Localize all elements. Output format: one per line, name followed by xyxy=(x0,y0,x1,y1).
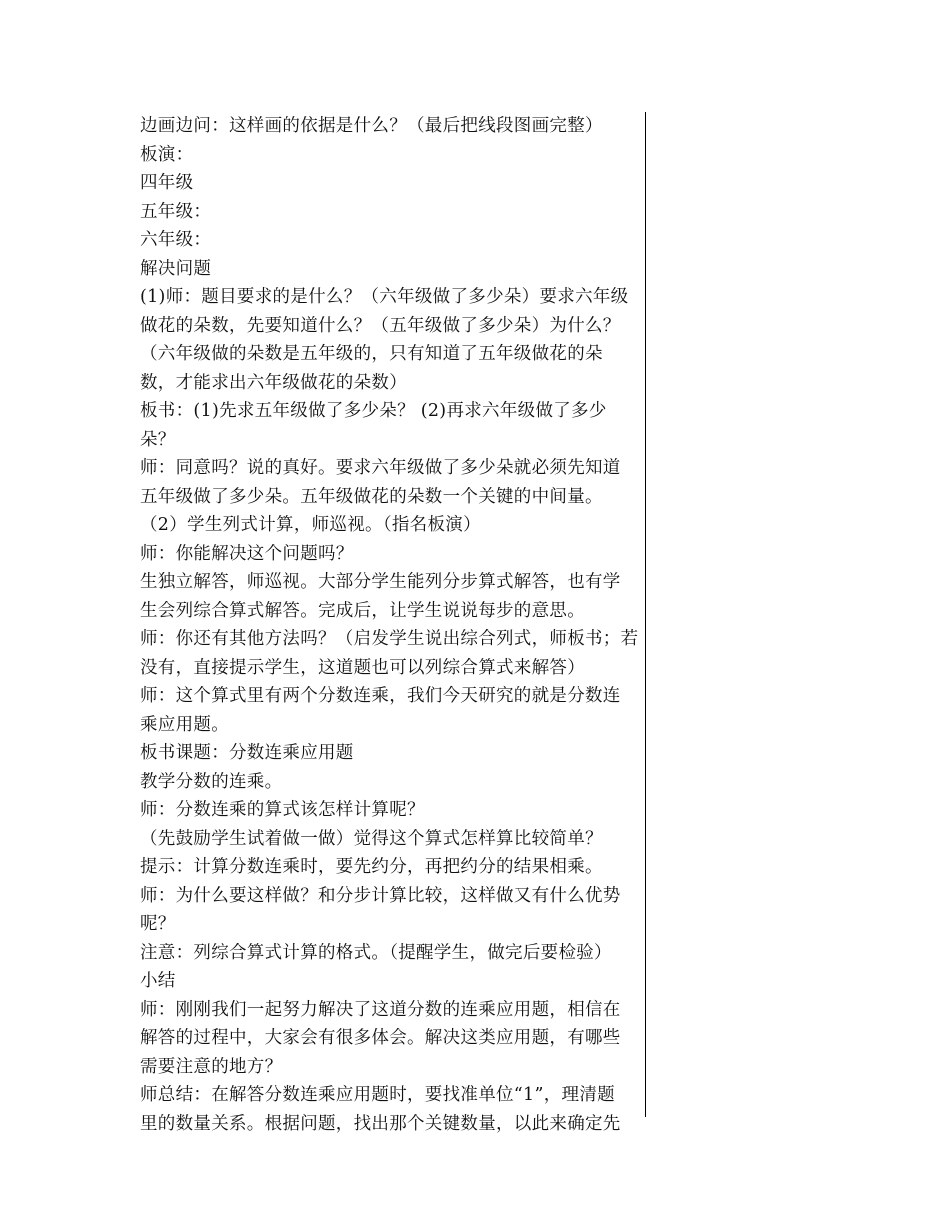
text-line: 师总结：在解答分数连乘应用题时，要找准单位“1”，理清题 xyxy=(140,1085,615,1105)
text-line: 师：你还有其他方法吗？（启发学生说出综合列式，师板书；若 xyxy=(140,629,639,649)
text-line: 解决问题 xyxy=(140,258,212,279)
text-line: 里的数量关系。根据问题，找出那个关键数量，以此来确定先 xyxy=(140,1113,621,1134)
text-line: 师：同意吗？说的真好。要求六年级做了多少朵就必须先知道 xyxy=(140,458,621,478)
text-line: 小结 xyxy=(140,971,176,991)
text-line: 师：你能解决这个问题吗？ xyxy=(140,543,354,564)
text-line: 边画边问：这样画的依据是什么？（最后把线段图画完整） xyxy=(140,116,603,136)
text-line: 师：分数连乘的算式该怎样计算呢？ xyxy=(140,800,425,820)
text-line: （2）学生列式计算，师巡视。（指名板演） xyxy=(140,515,481,535)
text-line: 教学分数的连乘。 xyxy=(140,771,283,792)
text-line: 乘应用题。 xyxy=(140,714,229,735)
text-line: 五年级做了多少朵。五年级做花的朵数一个关键的中间量。 xyxy=(140,486,603,507)
text-line: 需要注意的地方？ xyxy=(140,1056,283,1077)
text-line: 生独立解答，师巡视。大部分学生能列分步算式解答，也有学 xyxy=(140,572,621,592)
text-line: 六年级： xyxy=(140,230,212,250)
text-line: 板书：(1)先求五年级做了多少朵？ (2)再求六年级做了多少 xyxy=(140,401,607,421)
text-line: （六年级做的朵数是五年级的，只有知道了五年级做花的朵 xyxy=(140,344,603,364)
text-line: 师：刚刚我们一起努力解决了这道分数的连乘应用题，相信在 xyxy=(140,999,621,1020)
text-line: 四年级 xyxy=(140,173,194,193)
text-line: 师：为什么要这样做？和分步计算比较，这样做又有什么优势 xyxy=(140,885,621,906)
text-line: 注意：列综合算式计算的格式。（提醒学生，做完后要检验） xyxy=(140,942,612,963)
text-line: 没有，直接提示学生，这道题也可以列综合算式来解答） xyxy=(140,657,585,678)
text-line: 五年级： xyxy=(140,201,212,222)
text-line: 朵？ xyxy=(140,429,176,450)
document-body xyxy=(140,112,645,1138)
text-line: （先鼓励学生试着做一做）觉得这个算式怎样算比较简单？ xyxy=(140,828,603,849)
text-line: 数，才能求出六年级做花的朵数） xyxy=(140,372,407,393)
text-line: 生会列综合算式解答。完成后，让学生说说每步的意思。 xyxy=(140,600,585,621)
text-line: 做花的朵数，先要知道什么？（五年级做了多少朵）为什么？ xyxy=(140,315,621,336)
text-line: 呢？ xyxy=(140,914,176,934)
text-line: 解答的过程中，大家会有很多体会。解决这类应用题，有哪些 xyxy=(140,1028,621,1048)
text-line: 板演： xyxy=(140,144,194,165)
text-line: 提示：计算分数连乘时，要先约分，再把约分的结果相乘。 xyxy=(140,857,603,877)
text-line: 板书课题：分数连乘应用题 xyxy=(140,743,354,763)
table-border-right xyxy=(645,112,646,1117)
text-line: 师：这个算式里有两个分数连乘，我们今天研究的就是分数连 xyxy=(140,686,621,706)
text-line: (1)师：题目要求的是什么？（六年级做了多少朵）要求六年级 xyxy=(140,287,629,307)
